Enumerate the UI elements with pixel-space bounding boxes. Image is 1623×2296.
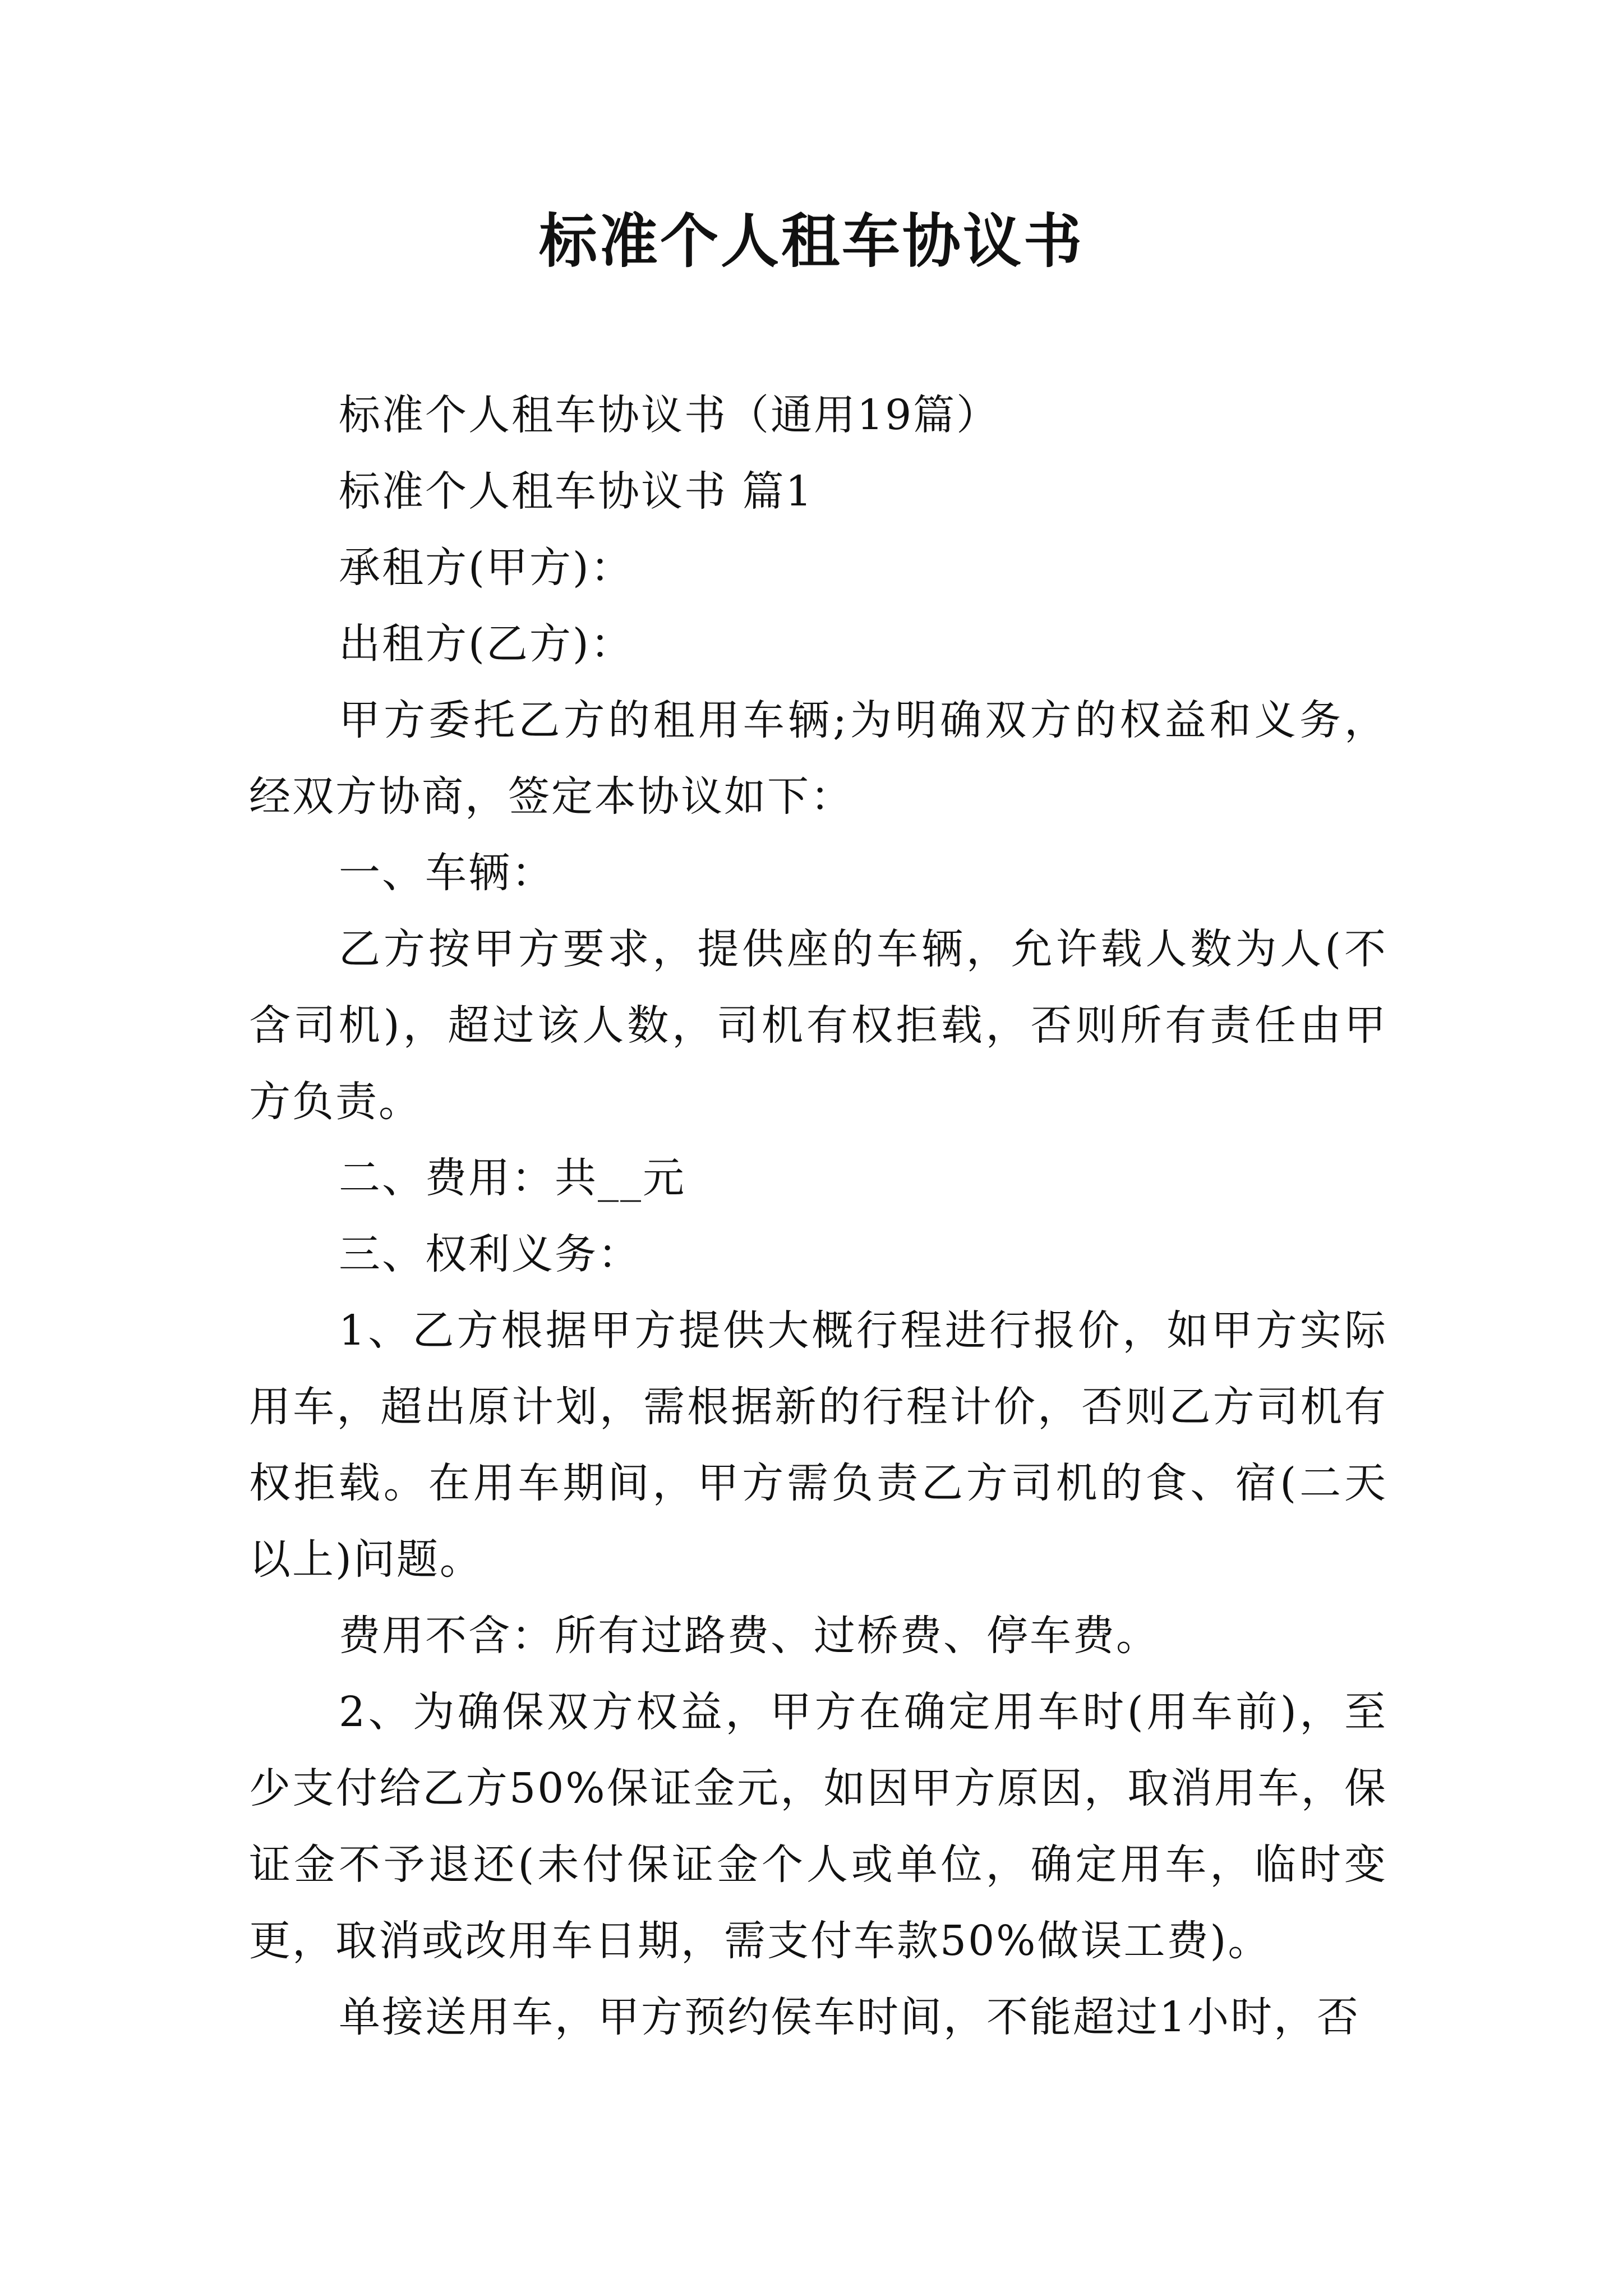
paragraph-heading-fees: 二、费用：共__元 (339, 1154, 686, 1202)
paragraph-party-b: 出租方(乙方)： (339, 620, 634, 668)
paragraph-section-heading: 标准个人租车协议书 篇1 (339, 467, 814, 516)
paragraph-party-a: 承租方(甲方)： (339, 544, 634, 592)
document-body (249, 377, 1387, 2055)
paragraph-clause-1: 1、乙方根据甲方提供大概行程进行报价，如甲方实际用车，超出原计划，需根据新的行程计价，否则乙方司机有权拒载。在用车期间，甲方需负责乙方司机的食、宿(二天以上)问题。 (249, 1306, 1387, 1584)
paragraph-preamble: 甲方委托乙方的租用车辆;为明确双方的权益和义务，经双方协商，签定本协议如下： (249, 696, 1387, 821)
paragraph-heading-rights: 三、权利义务： (339, 1230, 641, 1278)
paragraph-clause-2: 2、为确保双方权益，甲方在确定用车时(用车前)，至少支付给乙方50%保证金元，如因甲方原因，取消用车，保证金不予退还(未付保证金个人或单位，确定用车，临时变更，取消或改用车日期，需支付车款50%做误工费)。 (249, 1688, 1387, 1965)
paragraph-fees-excluded: 费用不含：所有过路费、过桥费、停车费。 (339, 1612, 1159, 1660)
paragraph-subtitle: 标准个人租车协议书（通用19篇） (339, 391, 1000, 439)
paragraph-heading-vehicle: 一、车辆： (339, 849, 555, 897)
paragraph-vehicle-terms: 乙方按甲方要求，提供座的车辆，允许载人数为人(不含司机)，超过该人数，司机有权拒载，否则所有责任由甲方负责。 (249, 925, 1387, 1126)
document-title: 标准个人租车协议书 (538, 206, 1084, 275)
paragraph-pickup-terms: 单接送用车，甲方预约侯车时间，不能超过1小时，否 (339, 1993, 1361, 2041)
